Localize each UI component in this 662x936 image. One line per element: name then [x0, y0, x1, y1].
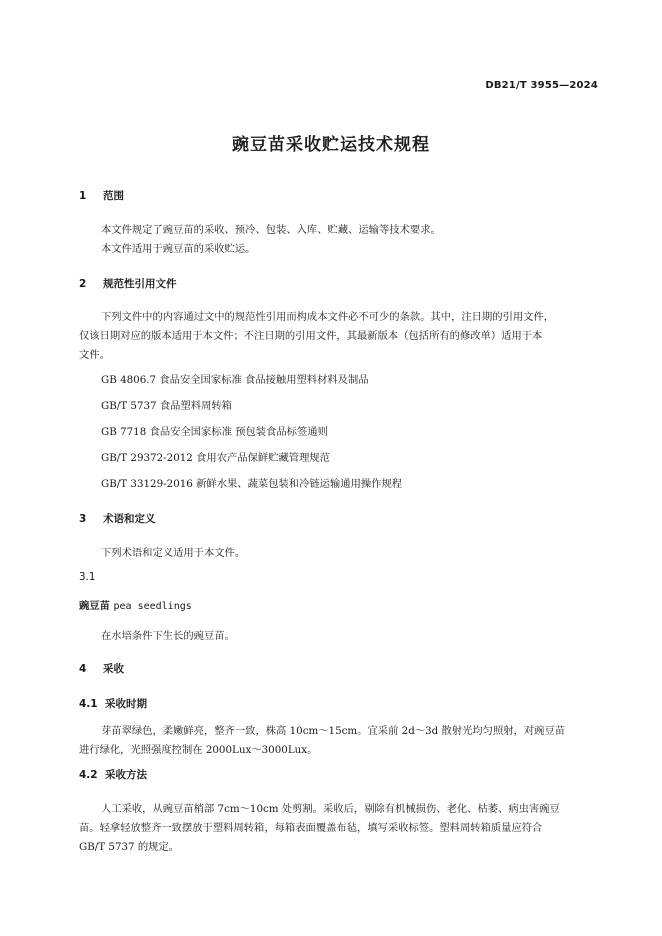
term-number: 3.1 [79, 571, 96, 583]
subsection-number: 4.2 [79, 769, 98, 781]
subsection-title: 采收时期 [105, 698, 147, 710]
document-title: 豌豆苗采收贮运技术规程 [232, 135, 430, 155]
subsection-title: 采收方法 [105, 769, 147, 781]
section-number: 2 [79, 278, 87, 290]
section-number: 4 [79, 663, 87, 675]
subsection-4-2-heading [79, 767, 147, 782]
section-title: 采收 [103, 663, 124, 675]
subsection-4-1-heading [79, 696, 147, 711]
paragraph-line: 苗。轻拿轻放整齐一致摆放于塑料周转箱，每箱表面覆盖布毡，填写采收标签。塑料周转箱质量应符合 [79, 822, 543, 834]
reference-item: GB/T 5737 食品塑料周转箱 [101, 400, 232, 412]
term-english: pea seedlings [113, 601, 192, 612]
reference-item: GB/T 33129-2016 新鲜水果、蔬菜包装和冷链运输通用操作规程 [101, 478, 403, 490]
paragraph-line: 进行绿化，光照强度控制在 2000Lux～3000Lux。 [79, 744, 318, 756]
section-title: 规范性引用文件 [103, 278, 177, 290]
paragraph-line: 人工采收，从豌豆苗梢部 7cm～10cm 处剪割。采收后，剔除有机械损伤、老化、枯萎、病虫害豌豆 [101, 803, 560, 815]
subsection-number: 4.1 [79, 698, 98, 710]
section-title: 范围 [103, 190, 124, 202]
term-definition: 在水培条件下生长的豌豆苗。 [101, 630, 235, 642]
section-4-heading [79, 661, 124, 676]
paragraph-line: 芽苗翠绿色，柔嫩鲜亮，整齐一致，株高 10cm～15cm。宜采前 2d～3d 散射光均匀照射，对豌豆苗 [101, 725, 566, 737]
section-2-heading [79, 276, 177, 291]
section-number: 1 [79, 190, 87, 202]
reference-item: GB 4806.7 食品安全国家标准 食品接触用塑料材料及制品 [101, 374, 369, 386]
section-3-heading [79, 511, 156, 526]
reference-item: GB/T 29372-2012 食用农产品保鲜贮藏管理规范 [101, 452, 330, 464]
section-1-heading [79, 188, 124, 203]
term-entry [79, 597, 192, 612]
paragraph-line: 仅该日期对应的版本适用于本文件；不注日期的引用文件，其最新版本（包括所有的修改单）适用于本 [79, 330, 543, 342]
paragraph-line: 本文件适用于豌豆苗的采收贮运。 [101, 243, 256, 255]
term-chinese: 豌豆苗 [79, 600, 110, 612]
standard-code: DB21/T 3955—2024 [485, 80, 598, 91]
paragraph-line: 文件。 [79, 349, 110, 361]
section-number: 3 [79, 513, 87, 525]
paragraph-line: 本文件规定了豌豆苗的采收、预冷、包装、入库、贮藏、运输等技术要求。 [101, 224, 441, 236]
paragraph-line: GB/T 5737 的规定。 [79, 841, 180, 853]
paragraph-line: 下列文件中的内容通过文中的规范性引用而构成本文件必不可少的条款。其中，注日期的引用文件， [101, 311, 555, 323]
paragraph-line: 下列术语和定义适用于本文件。 [101, 547, 246, 559]
section-title: 术语和定义 [103, 513, 156, 525]
reference-item: GB 7718 食品安全国家标准 预包装食品标签通则 [101, 426, 328, 438]
